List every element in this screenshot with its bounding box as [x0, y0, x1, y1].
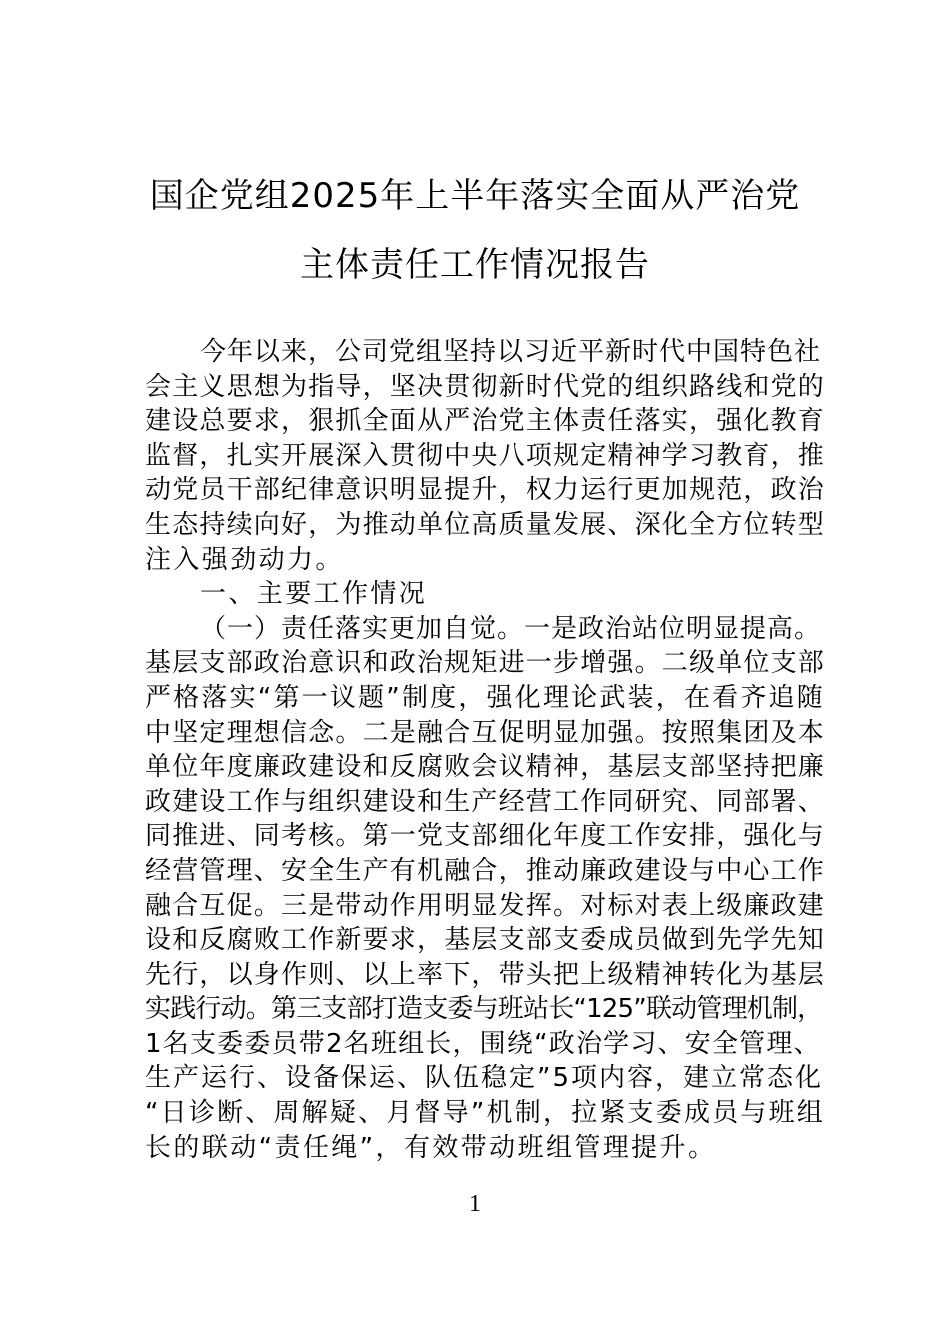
text-line: 今年以来，公司党组坚持以习近平新时代中国特色社 — [200, 337, 822, 367]
text-line: 实践行动。第三支部打造支委与班站长“125”联动管理机制， — [145, 994, 823, 1025]
document-body — [145, 335, 825, 1165]
document-title-line-2: 主体责任工作情况报告 — [300, 245, 650, 285]
text-line: 生产运行、设备保运、队伍稳定”5项内容，建立常态化 — [145, 1063, 824, 1094]
text-line: （一）责任落实更加自觉。一是政治站位明显提高。 — [200, 613, 822, 644]
page-number: 1 — [469, 1191, 481, 1217]
text-line: 严格落实“第一议题”制度，强化理论武装，在看齐追随 — [145, 682, 825, 713]
text-line: 融合互促。三是带动作用明显发挥。对标对表上级廉政建 — [145, 890, 826, 921]
text-line: 同推进、同考核。第一党支部细化年度工作安排，强化与 — [145, 821, 826, 852]
text-line: 1名支委委员带2名班组长，围绕“政治学习、安全管理、 — [145, 1028, 821, 1059]
text-line: 生态持续向好，为推动单位高质量发展、深化全方位转型 — [145, 509, 826, 540]
text-line: 长的联动“责任绳”，有效带动班组管理提升。 — [145, 1132, 717, 1163]
text-line: 建设总要求，狠抓全面从严治党主体责任落实，强化教育 — [145, 406, 826, 437]
text-line: 监督，扎实开展深入贯彻中央八项规定精神学习教育，推 — [145, 440, 826, 471]
text-line: 经营管理、安全生产有机融合，推动廉政建设与中心工作 — [145, 855, 826, 886]
text-line: 政建设工作与组织建设和生产经营工作同研究、同部署、 — [145, 786, 826, 817]
text-line: 单位年度廉政建设和反腐败会议精神，基层支部坚持把廉 — [145, 752, 826, 783]
text-line: 会主义思想为指导，坚决贯彻新时代党的组织路线和党的 — [145, 371, 826, 402]
text-line: 设和反腐败工作新要求，基层支部支委成员做到先学先知 — [145, 925, 826, 956]
text-line: 基层支部政治意识和政治规矩进一步增强。二级单位支部 — [145, 648, 826, 679]
text-line: “日诊断、周解疑、月督导”机制，拉紧支委成员与班组 — [145, 1098, 825, 1129]
text-line: 注入强劲动力。 — [145, 544, 344, 575]
text-line: 先行，以身作则、以上率下，带头把上级精神转化为基层 — [145, 959, 826, 990]
text-line: 一、主要工作情况 — [200, 579, 428, 610]
text-line: 中坚定理想信念。二是融合互促明显加强。按照集团及本 — [145, 717, 826, 748]
text-line: 动党员干部纪律意识明显提升，权力运行更加规范，政治 — [145, 475, 826, 506]
document-title-line-1: 国企党组2025年上半年落实全面从严治党 — [149, 176, 801, 216]
